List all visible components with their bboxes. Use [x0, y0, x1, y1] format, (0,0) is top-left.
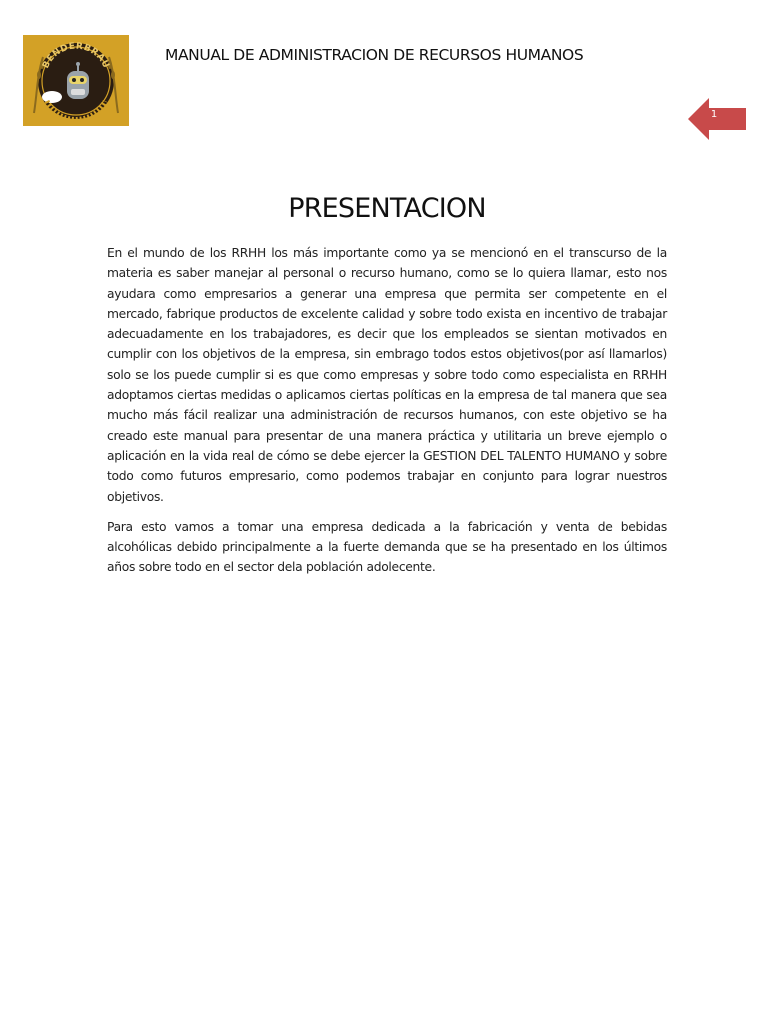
brand-logo-icon: [23, 35, 129, 126]
logo-brand-text: BENDERBRAU: [41, 41, 111, 71]
document-title: PRESENTACION: [288, 193, 486, 224]
paragraph-company: Para esto vamos a tomar una empresa dedicada a la fabricación y venta de bebidas alcohólicas debido principalmente a la fuerte demanda que se ha presentado en los últimos años sobre todo en el sector dela población adolecente.: [107, 519, 667, 575]
brand-logo: [23, 35, 129, 126]
document-body: [107, 243, 667, 588]
page-number: 1: [710, 109, 718, 120]
header-title: MANUAL DE ADMINISTRACION DE RECURSOS HUMANOS: [165, 46, 584, 64]
paragraph-intro: En el mundo de los RRHH los más importante como ya se mencionó en el transcurso de la materia es saber manejar al personal o recurso humano, como se lo quiera llamar, esto nos ayudara como empresarios a generar una empresa que permita ser competente en el mercado, fabrique productos de excelente calidad y sobre todo exista en incentivo de trabajar adecuadamente en los trabajadores, es decir que los empleados se sientan motivados en cumplir con los objetivos de la empresa, sin embrago todos estos objetivos(por así llamarlos) solo se los puede cumplir si es que como empresas y sobre todo como especialista en RRHH adoptamos ciertas medidas o aplicamos ciertas políticas en la empresa de tal manera que sea mucho más fácil realizar una administración de recursos humanos, con este objetivo se ha creado este manual para presentar de una manera práctica y utilitaria un breve ejemplo o aplicación en la vida real de cómo se debe ejercer la GESTION DEL TALENTO HUMANO y sobre todo como futuros empresario, como podemos trabajar en conjunto para lograr nuestros objetivos.: [107, 246, 667, 504]
page-number-badge: [688, 98, 746, 140]
